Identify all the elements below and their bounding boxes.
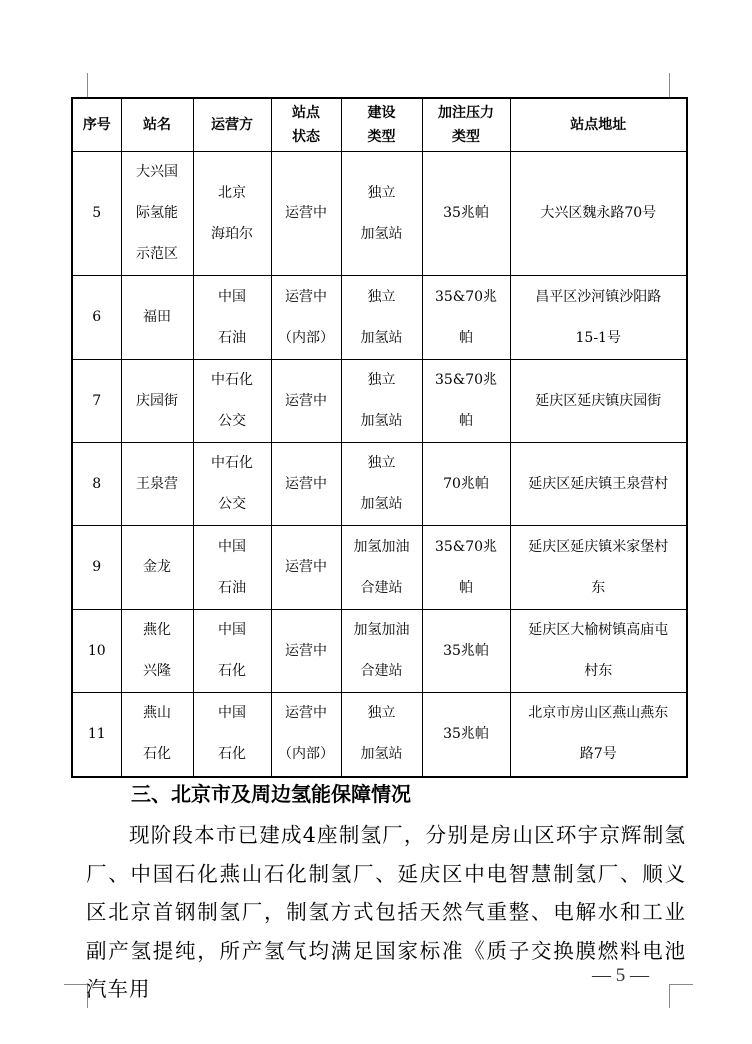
cell-seq: 10 <box>72 610 121 693</box>
cell-status: 运营中 <box>271 152 341 276</box>
cell-pressure: 70兆帕 <box>422 443 510 526</box>
table-row <box>72 276 687 360</box>
header-build-type: 建设 类型 <box>341 98 422 152</box>
cell-station-name: 福田 <box>121 276 193 360</box>
cell-address: 昌平区沙河镇沙阳路 15-1号 <box>510 276 687 360</box>
header-pressure-type: 加注压力 类型 <box>422 98 510 152</box>
header-station-name: 站名 <box>121 98 193 152</box>
cell-operator: 中国 石化 <box>193 610 271 693</box>
hydrogen-station-table <box>71 97 688 778</box>
cell-seq: 7 <box>72 360 121 443</box>
cell-status: 运营中 <box>271 526 341 610</box>
cell-seq: 8 <box>72 443 121 526</box>
cell-seq: 9 <box>72 526 121 610</box>
cell-address: 延庆区延庆镇庆园街 <box>510 360 687 443</box>
cell-pressure: 35兆帕 <box>422 610 510 693</box>
cell-status: 运营中 （内部） <box>271 693 341 777</box>
cell-station-name: 金龙 <box>121 526 193 610</box>
cell-pressure: 35兆帕 <box>422 693 510 777</box>
cell-station-name: 燕化 兴隆 <box>121 610 193 693</box>
cell-build-type: 独立 加氢站 <box>341 443 422 526</box>
cell-operator: 中国 石油 <box>193 526 271 610</box>
table-row <box>72 443 687 526</box>
header-seq: 序号 <box>72 98 121 152</box>
table-row <box>72 152 687 276</box>
cell-seq: 6 <box>72 276 121 360</box>
page-number: — 5 — <box>592 965 649 986</box>
cell-operator: 北京 海珀尔 <box>193 152 271 276</box>
table-row <box>72 360 687 443</box>
cell-build-type: 独立 加氢站 <box>341 276 422 360</box>
body-paragraph: 现阶段本市已建成4座制氢厂，分别是房山区环宇京辉制氢厂、中国石化燕山石化制氢厂、延庆区中电智慧制氢厂、顺义区北京首钢制氢厂，制氢方式包括天然气重整、电解水和工业副产氢提纯，所产氢气均满足国家标准《质子交换膜燃料电池汽车用 <box>86 823 686 1001</box>
cell-status: 运营中 （内部） <box>271 276 341 360</box>
crop-mark-top-left-v <box>87 73 88 97</box>
cell-pressure: 35&70兆 帕 <box>422 360 510 443</box>
cell-operator: 中国 石化 <box>193 693 271 777</box>
crop-mark-bottom-left-h <box>64 984 88 985</box>
header-operator: 运营方 <box>193 98 271 152</box>
cell-status: 运营中 <box>271 443 341 526</box>
cell-seq: 5 <box>72 152 121 276</box>
cell-pressure: 35&70兆 帕 <box>422 276 510 360</box>
cell-station-name: 大兴国 际氢能 示范区 <box>121 152 193 276</box>
crop-mark-top-right-v <box>669 73 670 97</box>
table-header-row <box>72 98 687 152</box>
cell-station-name: 庆园街 <box>121 360 193 443</box>
cell-address: 延庆区延庆镇王泉营村 <box>510 443 687 526</box>
cell-seq: 11 <box>72 693 121 777</box>
header-station-status: 站点 状态 <box>271 98 341 152</box>
cell-address: 大兴区魏永路70号 <box>510 152 687 276</box>
cell-build-type: 独立 加氢站 <box>341 693 422 777</box>
cell-build-type: 加氢加油 合建站 <box>341 526 422 610</box>
cell-address: 延庆区大榆树镇高庙屯 村东 <box>510 610 687 693</box>
header-address: 站点地址 <box>510 98 687 152</box>
cell-pressure: 35兆帕 <box>422 152 510 276</box>
table-row <box>72 693 687 777</box>
cell-station-name: 燕山 石化 <box>121 693 193 777</box>
cell-operator: 中国 石油 <box>193 276 271 360</box>
cell-status: 运营中 <box>271 360 341 443</box>
table-body <box>72 152 687 777</box>
cell-build-type: 独立 加氢站 <box>341 152 422 276</box>
cell-build-type: 加氢加油 合建站 <box>341 610 422 693</box>
table-row <box>72 526 687 610</box>
cell-build-type: 独立 加氢站 <box>341 360 422 443</box>
section-title: 三、北京市及周边氢能保障情况 <box>131 782 411 806</box>
cell-operator: 中石化 公交 <box>193 360 271 443</box>
cell-address: 北京市房山区燕山燕东 路7号 <box>510 693 687 777</box>
table-row <box>72 610 687 693</box>
cell-operator: 中石化 公交 <box>193 443 271 526</box>
cell-pressure: 35&70兆 帕 <box>422 526 510 610</box>
cell-status: 运营中 <box>271 610 341 693</box>
cell-address: 延庆区延庆镇米家堡村 东 <box>510 526 687 610</box>
cell-station-name: 王泉营 <box>121 443 193 526</box>
